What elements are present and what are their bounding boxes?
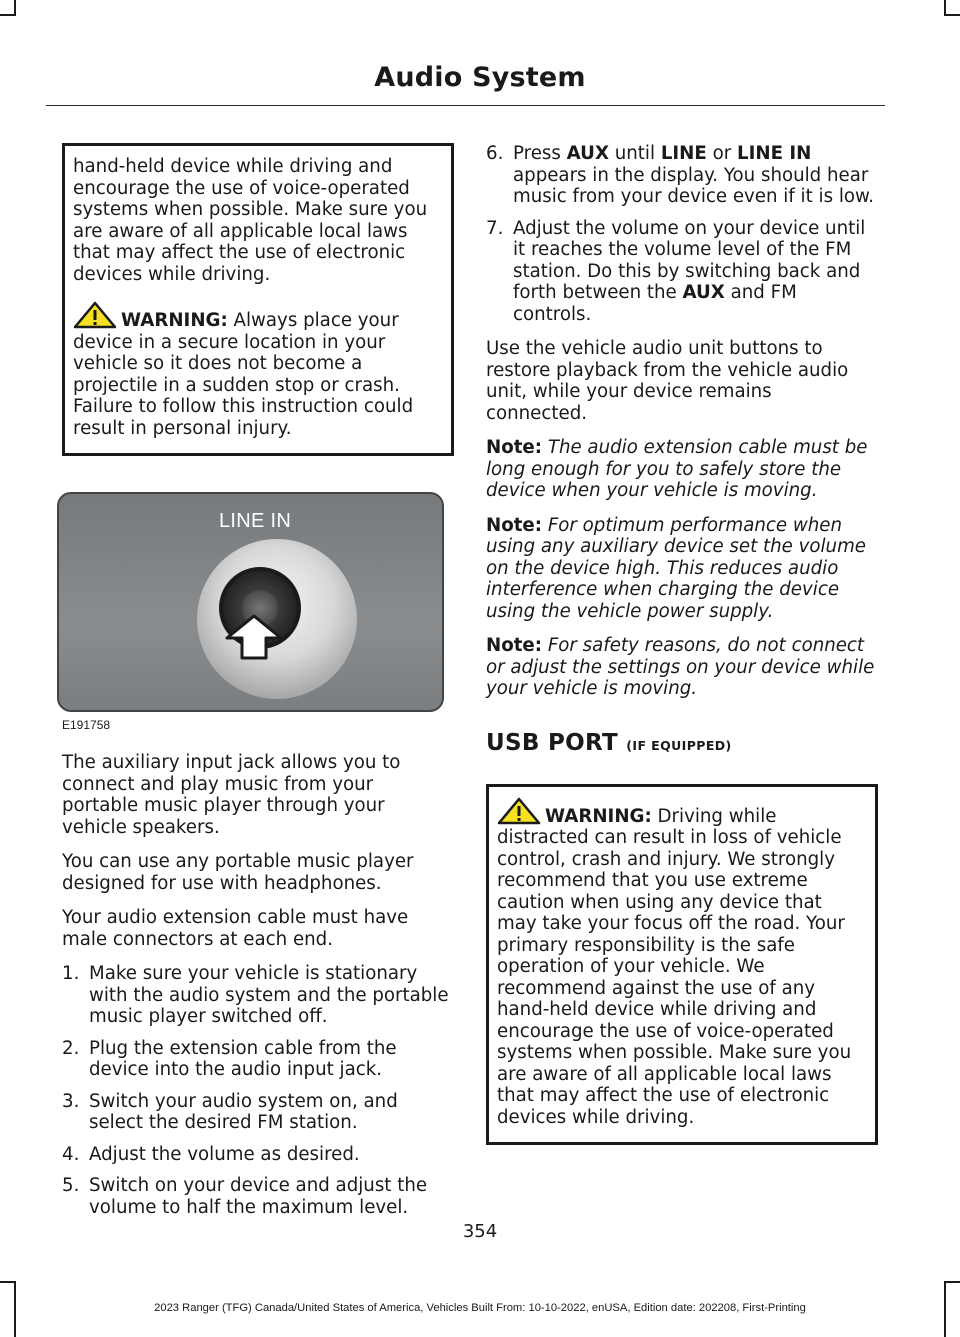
steps-list-left [62,963,454,1218]
crop-mark-bottom-left-h [0,1281,16,1283]
warning-text: Always place your device in a secure location in your vehicle so it does not become a projectile in a sudden stop or crash. Failure to follow this instruction could result in personal injury. [73,310,414,439]
page-title: Audio System [374,62,586,93]
list-item: 2. Plug the extension cable from the device into the audio input jack. [62,1037,397,1080]
warning-triangle-icon [497,797,541,825]
crop-mark-top-left-h [0,14,16,16]
warning-continued-text: hand-held device while driving and encourage the use of voice-operated systems when possible. Make sure you are aware of all applicable local laws that may affect the use of electronic devices while driving. [73,156,428,285]
note-safety: Note: For safety reasons, do not connect or adjust the settings on your device while your vehicle is moving. [486,635,875,699]
warning-label: WARNING: [121,310,228,331]
warning-triangle-icon [73,301,117,329]
section-heading-usb-port: USB PORT (IF EQUIPPED) [486,729,732,756]
line-in-jack-illustration [57,492,444,712]
note-volume: Note: For optimum performance when using any auxiliary device set the volume on the device high. This reduces audio interference when charging the device using the vehicle power supply. [486,514,866,622]
paragraph-extension-cable: Your audio extension cable must have male connectors at each end. [62,907,409,950]
list-item-step-6: 6. Press AUX until LINE or LINE IN appears in the display. You should hear music from your device even if it is low. [486,143,874,207]
right-column [486,143,878,1145]
list-item: 3. Switch your audio system on, and select the desired FM station. [62,1090,398,1133]
crop-mark-bottom-right-h [944,1281,960,1283]
figure-code: E191758 [62,718,111,732]
figure-line-in-label: LINE IN [219,510,292,532]
paragraph-restore-playback: Use the vehicle audio unit buttons to restore playback from the vehicle audio unit, while your device remains connected. [486,338,849,424]
warning-box-continued [62,143,454,456]
warning-label: WARNING: [545,805,652,827]
note-cable-length: Note: The audio extension cable must be long enough for you to safely store the device when your vehicle is moving. [486,437,868,501]
warning-box-usb [486,784,878,1146]
warning-text: Driving while distracted can result in loss of vehicle control, crash and injury. We strongly recommend that you use extreme caution when using any device that may take your focus off the road. Your primary responsibility is the safe operation of your vehicle. We recommend against the use of any hand-held device while driving and encourage the use of voice-operated systems when possible. Make sure you are aware of all applicable local laws that may affect the use of electronic devices while driving. [497,805,852,1128]
left-column [62,143,454,1231]
warning-paragraph [73,301,443,439]
list-item: 4. Adjust the volume as desired. [62,1143,360,1165]
warning-paragraph [497,797,867,1129]
list-item: 1. Make sure your vehicle is stationary with the audio system and the portable music player switched off. [62,963,449,1027]
paragraph-aux-jack: The auxiliary input jack allows you to connect and play music from your portable music player through your vehicle speakers. [62,752,401,838]
page-number: 354 [462,1221,498,1242]
crop-mark-top-right-h [944,14,960,16]
steps-list-right [486,143,878,325]
paragraph-portable-player: You can use any portable music player designed for use with headphones. [62,851,414,894]
up-arrow-icon [225,614,283,660]
footer-edition-info: 2023 Ranger (TFG) Canada/United States of America, Vehicles Built From: 10-10-2022, enUSA, Edition date: 202208, First-Printing [154,1302,806,1314]
list-item: 5. Switch on your device and adjust the volume to half the maximum level. [62,1175,428,1218]
list-item-step-7: 7. Adjust the volume on your device until it reaches the volume level of the FM station. Do this by switching back and forth between the AUX and FM controls. [486,217,866,325]
header-divider [46,105,885,106]
